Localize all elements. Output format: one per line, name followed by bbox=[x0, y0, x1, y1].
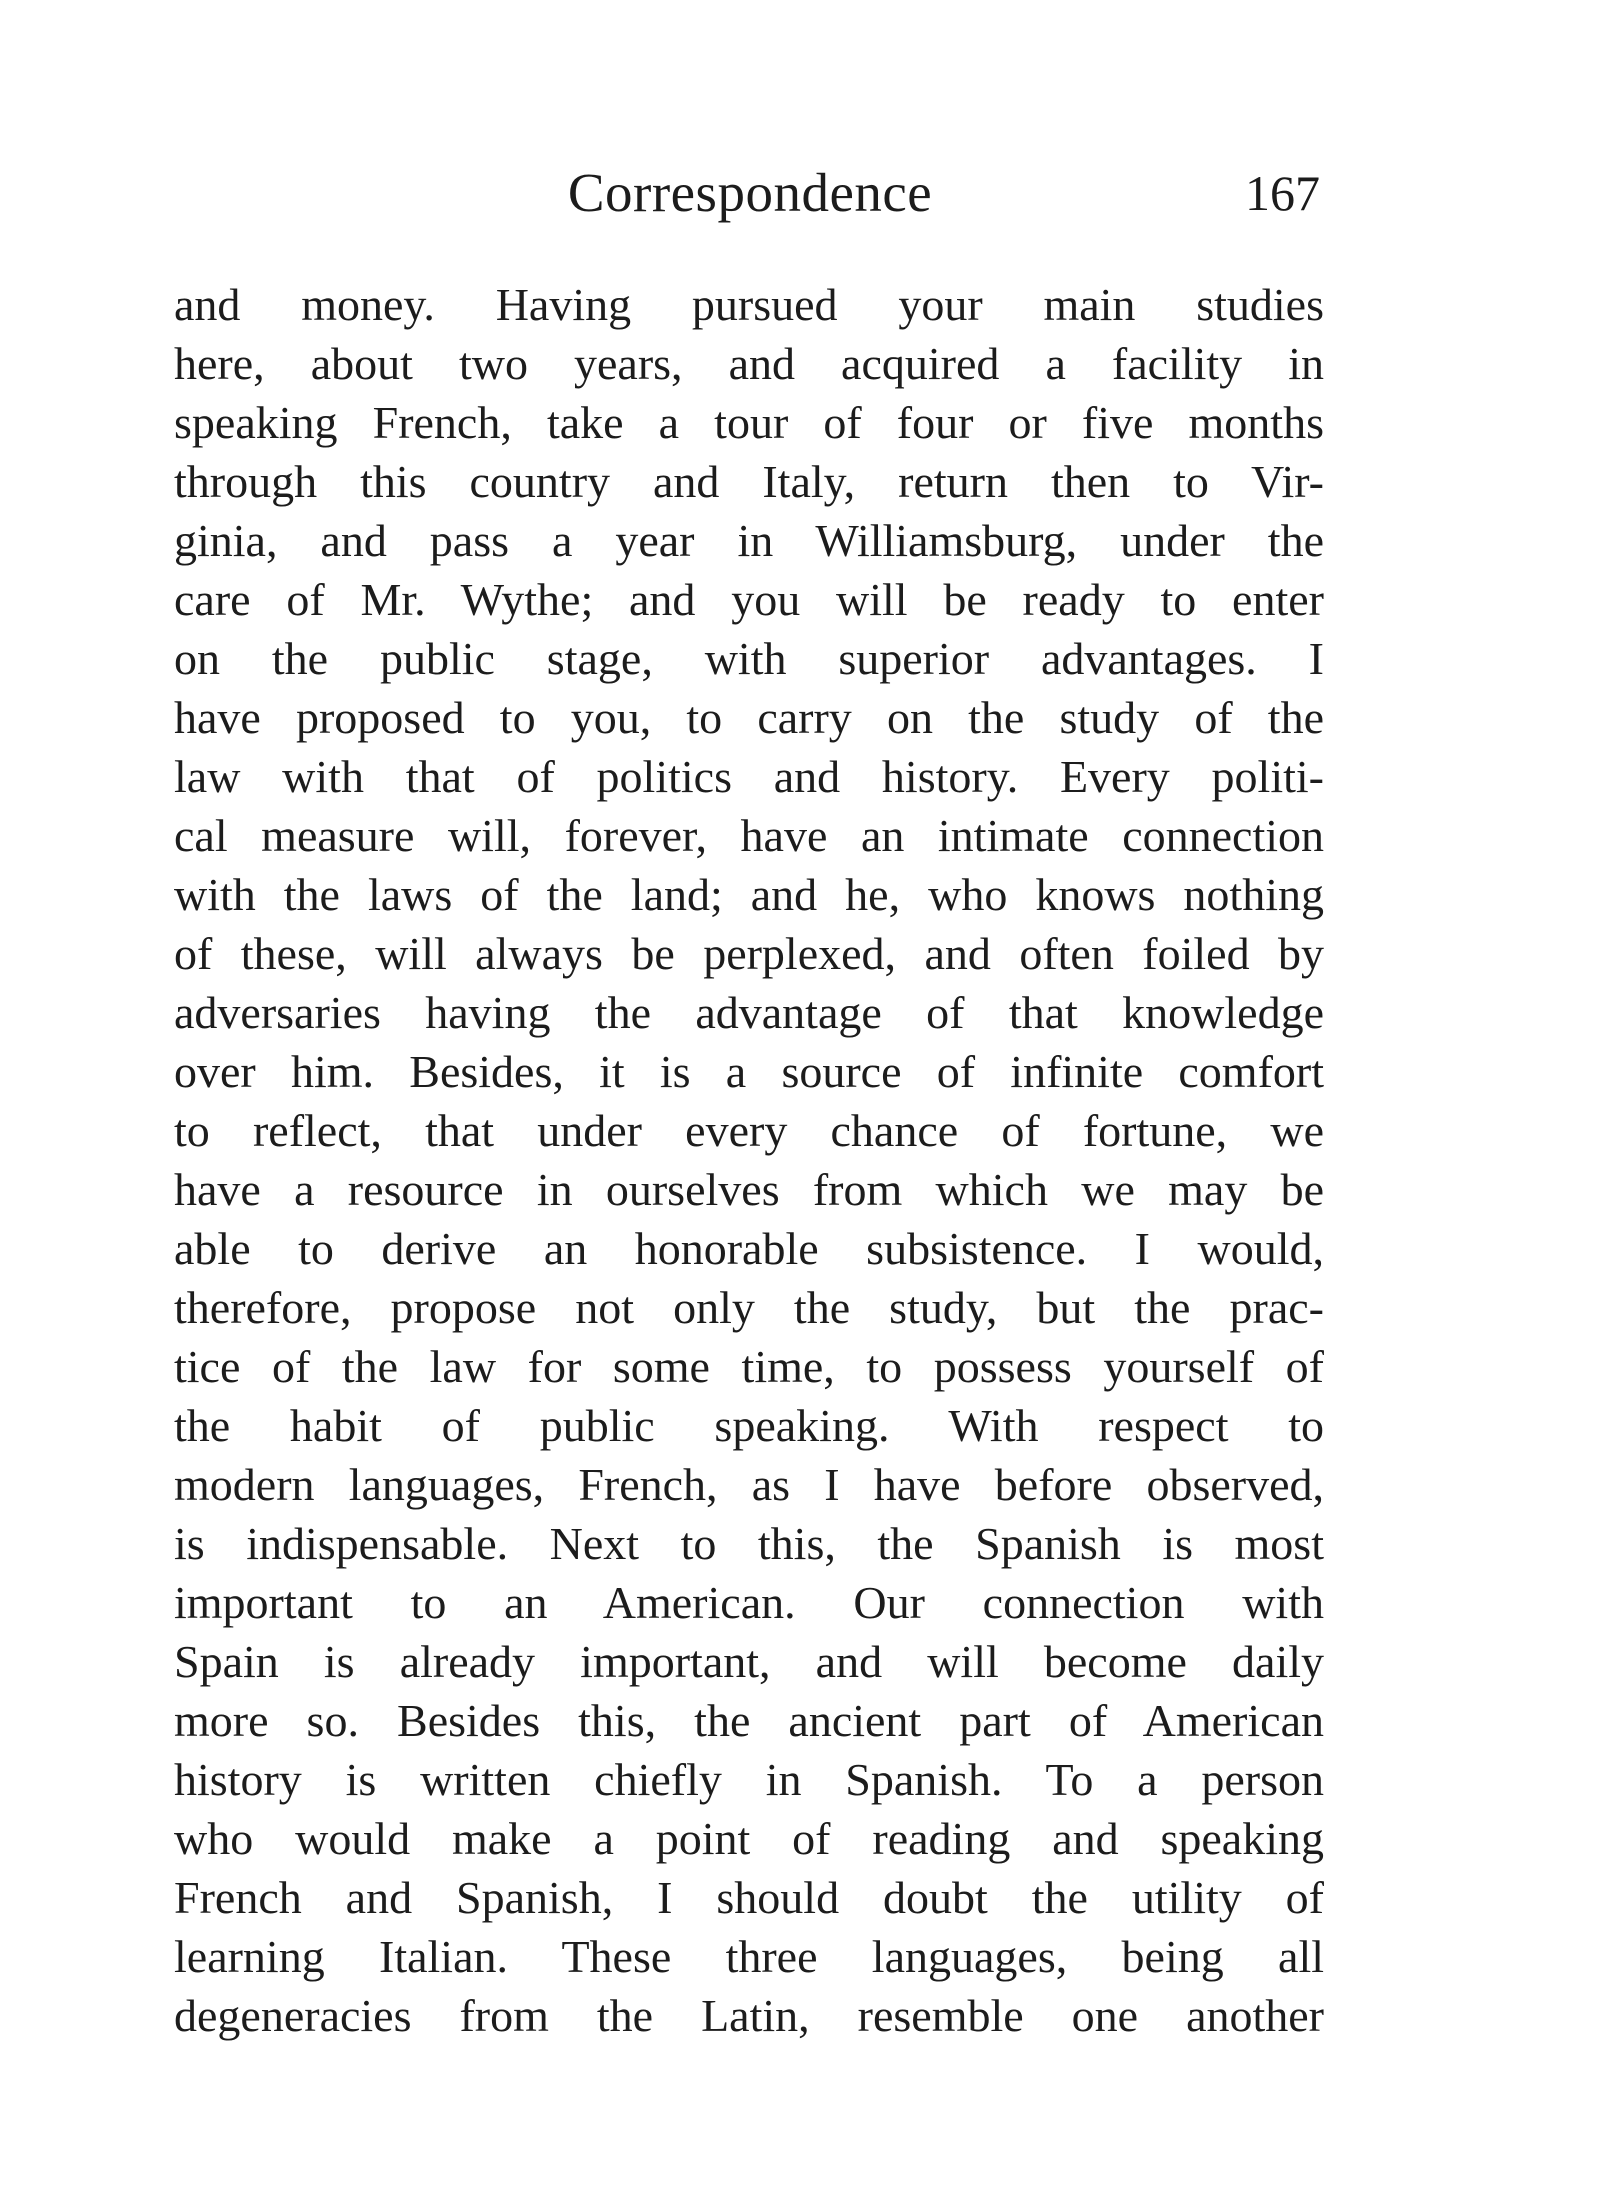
text-line: Spain is already important, and will become daily bbox=[174, 1636, 1324, 1687]
running-title: Correspondence bbox=[567, 162, 933, 223]
text-line: with the laws of the land; and he, who knows nothing bbox=[174, 869, 1324, 920]
body-text bbox=[174, 275, 1324, 2045]
text-line: is indispensable. Next to this, the Spanish is most bbox=[174, 1518, 1324, 1569]
text-line: have proposed to you, to carry on the study of the bbox=[174, 692, 1324, 743]
text-line: have a resource in ourselves from which we may be bbox=[174, 1164, 1324, 1215]
text-line: and money. Having pursued your main studies bbox=[174, 279, 1324, 330]
text-line: here, about two years, and acquired a facility in bbox=[174, 338, 1324, 389]
text-line: ginia, and pass a year in Williamsburg, under the bbox=[174, 515, 1324, 566]
text-line: the habit of public speaking. With respect to bbox=[174, 1400, 1324, 1451]
page-number: 167 bbox=[1245, 165, 1320, 221]
text-line: on the public stage, with superior advantages. I bbox=[174, 633, 1324, 684]
text-line: to reflect, that under every chance of fortune, we bbox=[174, 1105, 1324, 1156]
text-line: more so. Besides this, the ancient part of American bbox=[174, 1695, 1324, 1746]
text-line: care of Mr. Wythe; and you will be ready to enter bbox=[174, 574, 1324, 625]
text-line: degeneracies from the Latin, resemble one another bbox=[174, 1990, 1324, 2041]
text-line: law with that of politics and history. Every politi- bbox=[174, 751, 1324, 802]
text-line: therefore, propose not only the study, but the prac- bbox=[174, 1282, 1324, 1333]
text-line: speaking French, take a tour of four or five months bbox=[174, 397, 1324, 448]
text-line: French and Spanish, I should doubt the utility of bbox=[174, 1872, 1324, 1923]
text-line: modern languages, French, as I have before observed, bbox=[174, 1459, 1324, 1510]
text-line: through this country and Italy, return then to Vir- bbox=[174, 456, 1324, 507]
text-line: adversaries having the advantage of that knowledge bbox=[174, 987, 1324, 1038]
text-line: over him. Besides, it is a source of infinite comfort bbox=[174, 1046, 1324, 1097]
running-head bbox=[180, 158, 1320, 228]
text-line: cal measure will, forever, have an intimate connection bbox=[174, 810, 1324, 861]
text-line: who would make a point of reading and speaking bbox=[174, 1813, 1324, 1864]
text-line: of these, will always be perplexed, and often foiled by bbox=[174, 928, 1324, 979]
text-line: learning Italian. These three languages, being all bbox=[174, 1931, 1324, 1982]
text-line: able to derive an honorable subsistence. I would, bbox=[174, 1223, 1324, 1274]
text-line: history is written chiefly in Spanish. To a person bbox=[174, 1754, 1324, 1805]
text-line: important to an American. Our connection with bbox=[174, 1577, 1324, 1628]
text-line: tice of the law for some time, to possess yourself of bbox=[174, 1341, 1324, 1392]
